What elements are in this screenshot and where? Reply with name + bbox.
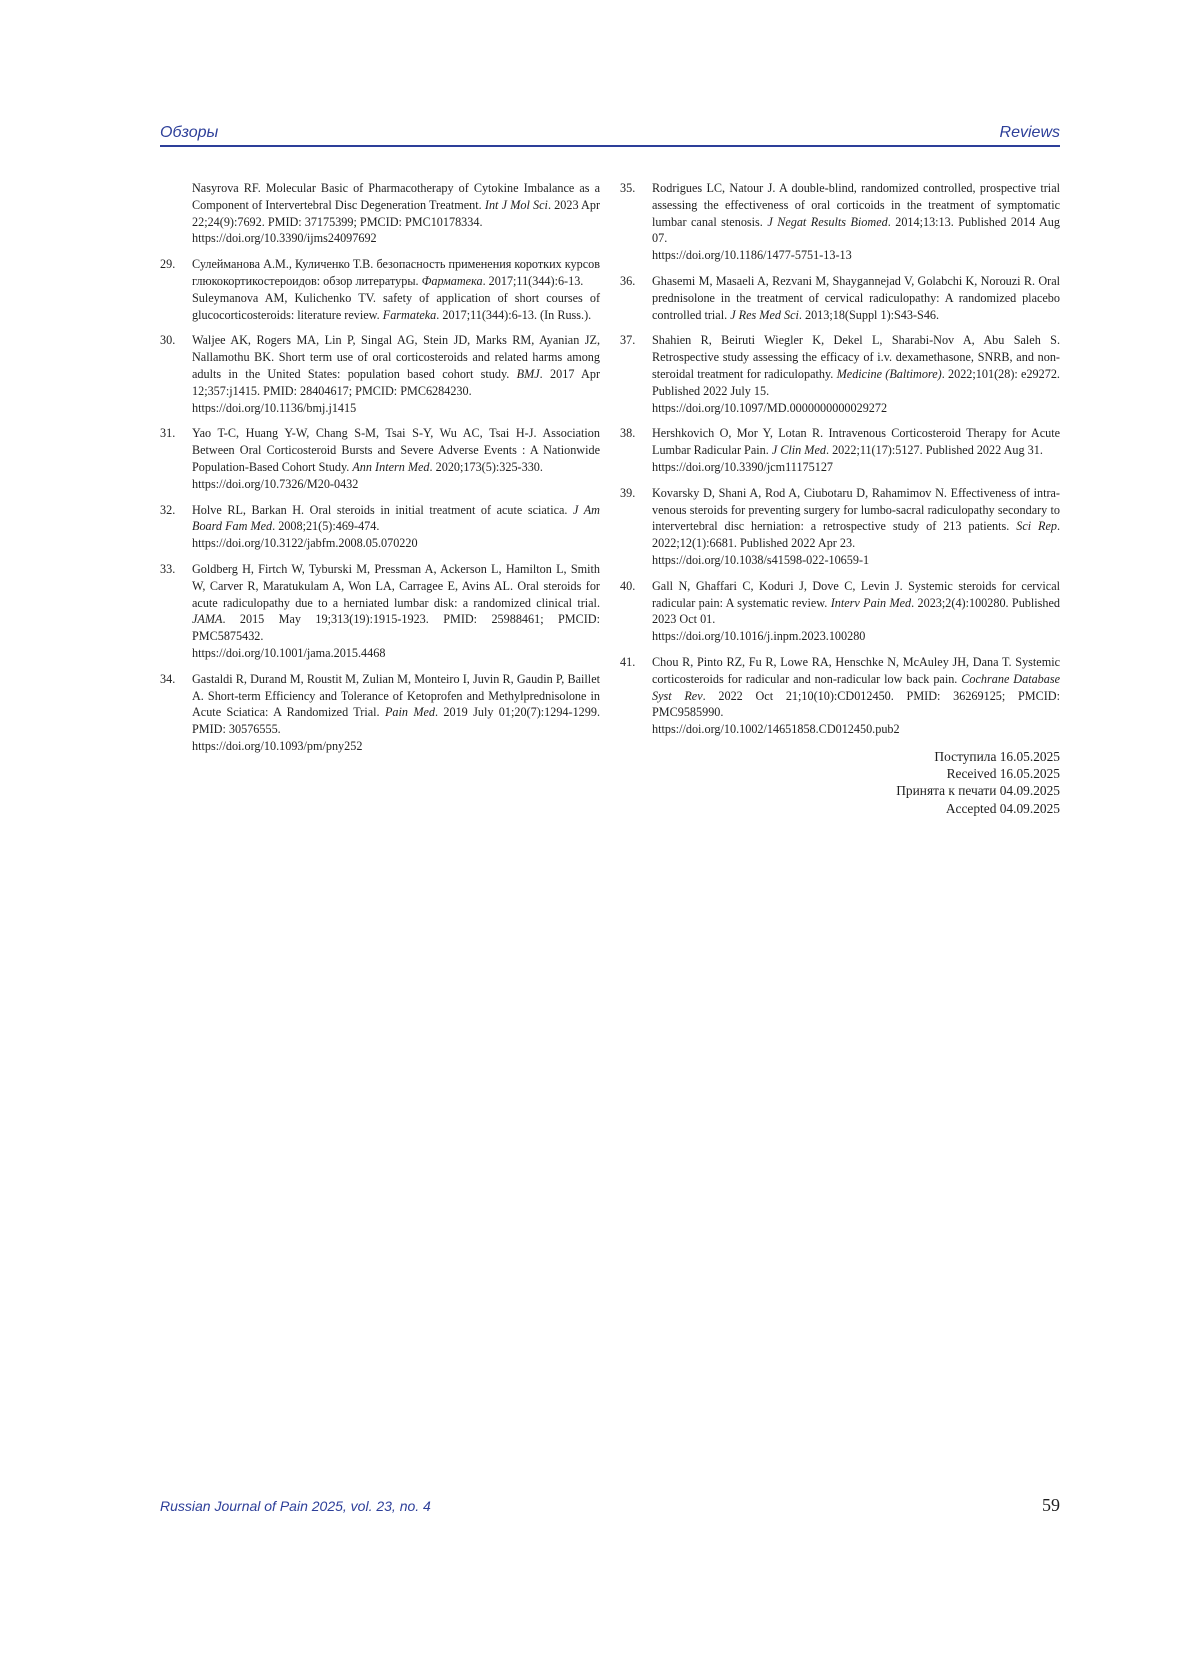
reference-text: Сулейманова А.М., Куличенко Т.В. безопасность применения коротких курсов глюкокортикостероидов: обзор литературы. <box>192 257 600 288</box>
reference-text: Chou R, Pinto RZ, Fu R, Lowe RA, Henschke N, McAuley JH, Dana T. Systemic corticosteroids for radicular and non-radicular low back pain. <box>652 654 1060 686</box>
reference-doi-link[interactable]: https://doi.org/10.1002/14651858.CD012450.pub2 <box>652 722 900 737</box>
reference-text: Suleymanova AM, Kulichenko TV. safety of application of short courses of glucocorticosteroids: literature review. <box>192 290 600 322</box>
reference-body <box>192 180 600 247</box>
reference-text: . 2023 Apr 22;24(9):7692. PMID: 37175399; PMCID: PMC10178334. <box>192 197 601 229</box>
reference-text: Kovarsky D, Shani A, Rod A, Ciubotaru D, Rahamimov N. Effectiveness of intra-venous steroids for preventing surgery for lumbo-sacral radiculopathy secondary to intervertebral disc herniation: a retrospective study of 213 patients. <box>652 485 1060 534</box>
reference-number: 39. <box>620 485 636 500</box>
reference-doi-link[interactable]: https://doi.org/10.1038/s41598-022-10659-1 <box>652 552 870 567</box>
reference-body <box>192 332 600 416</box>
reference-doi-link[interactable]: https://doi.org/10.1136/bmj.j1415 <box>192 400 357 415</box>
page-footer <box>160 1495 1060 1516</box>
reference-text: . 2017;11(344):6-13. (In Russ.). <box>436 307 592 322</box>
reference-text: Rodrigues LC, Natour J. A double-blind, randomized controlled, prospective trial assessing the effectiveness of oral corticoids in the treatment of symptomatic lumbar canal stenosis. <box>652 181 1060 229</box>
reference-text: Goldberg H, Firtch W, Tyburski M, Pressman A, Ackerson L, Hamilton L, Smith W, Carver R, Maratukulam A, Won LA, Carragee E, Avins AL. Oral steroids for acute radiculopathy due to a herniated lumbar disk: a randomized clinical trial. <box>192 561 600 610</box>
reference-item <box>160 332 600 416</box>
reference-number: 37. <box>620 333 636 348</box>
journal-title: J Negat Results Biomed <box>767 214 888 229</box>
reference-text: Gall N, Ghaffari C, Koduri J, Dove C, Levin J. Systemic steroids for cervical radicular pain: A systematic review. <box>652 578 1060 610</box>
reference-item <box>620 180 1060 264</box>
reference-body <box>652 425 1060 475</box>
submission-dates <box>760 748 1060 817</box>
reference-body <box>192 256 600 323</box>
reference-item <box>620 485 1060 569</box>
reference-number: 31. <box>160 426 176 441</box>
reference-number: 41. <box>620 654 636 669</box>
journal-title: Cochrane Database Syst Rev <box>652 671 1061 703</box>
reference-item <box>620 425 1060 475</box>
journal-title: Interv Pain Med <box>830 595 912 610</box>
date-line: Поступила 16.05.2025 <box>934 749 1060 764</box>
reference-body <box>652 485 1060 569</box>
section-title-ru: Обзоры <box>160 124 219 141</box>
reference-number: 32. <box>160 502 176 517</box>
reference-number: 40. <box>620 578 636 593</box>
journal-name: Russian Journal of Pain 2025, vol. 23, no. 4 <box>160 1498 431 1514</box>
reference-number: 29. <box>160 257 176 272</box>
reference-number: 33. <box>160 561 176 576</box>
reference-text: . 2022;101(28): e29272. Published 2022 July 15. <box>652 366 1060 398</box>
journal-title: JAMA <box>192 612 223 627</box>
date-line: Принята к печати 04.09.2025 <box>896 783 1060 799</box>
reference-text: . 2017 Apr 12;357:j1415. PMID: 28404617; PMCID: PMC6284230. <box>192 366 600 398</box>
reference-doi-link[interactable]: https://doi.org/10.3390/ijms24097692 <box>192 231 377 246</box>
reference-doi-link[interactable]: https://doi.org/10.7326/M20-0432 <box>192 476 359 491</box>
reference-item <box>160 671 600 755</box>
reference-text: Shahien R, Beiruti Wiegler K, Dekel L, Sharabi-Nov A, Abu Saleh S. Retrospective study assessing the efficacy of i.v. dexamethasone, SNRB, and non-steroidal treatment for radiculopathy. <box>652 333 1060 381</box>
journal-title: Medicine (Baltimore) <box>836 366 942 381</box>
reference-number: 38. <box>620 426 636 441</box>
reference-text: Hershkovich O, Mor Y, Lotan R. Intravenous Corticosteroid Therapy for Acute Lumbar Radicular Pain. <box>652 426 1060 458</box>
date-line: Received 16.05.2025 <box>946 766 1060 782</box>
reference-text: . 2014;13:13. Published 2014 Aug 07. <box>652 214 1060 246</box>
journal-title: J Res Med Sci <box>730 307 799 322</box>
page-number: 59 <box>1042 1495 1060 1515</box>
reference-body <box>652 578 1060 645</box>
journal-title: Sci Rep <box>1016 519 1057 534</box>
journal-title: J Am Board Fam Med <box>192 502 600 534</box>
reference-body <box>192 502 600 552</box>
reference-number: 30. <box>160 333 176 348</box>
reference-doi-link[interactable]: https://doi.org/10.1186/1477-5751-13-13 <box>652 248 852 263</box>
journal-title: J Clin Med <box>771 443 826 458</box>
references-right-column <box>620 180 1060 747</box>
reference-item <box>160 502 600 552</box>
reference-body <box>652 654 1060 738</box>
reference-doi-link[interactable]: https://doi.org/10.1093/pm/pny252 <box>192 738 363 753</box>
journal-title: Ann Intern Med <box>352 459 430 474</box>
section-title-en: Reviews <box>999 124 1060 141</box>
reference-number: 35. <box>620 181 636 195</box>
reference-text: Holve RL, Barkan H. Oral steroids in initial treatment of acute sciatica. <box>192 502 573 517</box>
reference-text: . 2020;173(5):325-330. <box>429 459 543 474</box>
reference-doi-link[interactable]: https://doi.org/10.3390/jcm11175127 <box>652 459 834 474</box>
reference-item <box>620 332 1060 416</box>
reference-item <box>160 561 600 662</box>
journal-title: Farmateka <box>382 307 437 322</box>
reference-text: Gastaldi R, Durand M, Roustit M, Zulian M, Monteiro I, Juvin R, Gaudin P, Baillet A. Short-term Efficiency and Tolerance of Ketoprofen and Methylprednisolone in Acute Sciatica: A Randomized Trial. <box>192 671 600 720</box>
reference-text: . 2015 May 19;313(19):1915-1923. PMID: 25988461; PMCID: PMC5875432. <box>192 612 600 644</box>
reference-text: . 2023;2(4):100280. Published 2023 Oct 01. <box>652 595 1060 627</box>
reference-body <box>652 180 1060 264</box>
journal-title: Pain Med <box>384 705 435 720</box>
reference-text: Yao T-C, Huang Y-W, Chang S-M, Tsai S-Y, Wu AC, Tsai H-J. Association Between Oral Corticosteroid Bursts and Severe Adverse Events : A Nationwide Population-Based Cohort Study. <box>192 426 600 474</box>
reference-item <box>620 654 1060 738</box>
reference-text: . 2022 Oct 21;10(10):CD012450. PMID: 36269125; PMCID: PMC9585990. <box>652 688 1060 720</box>
journal-title: BMJ <box>516 366 540 381</box>
reference-item <box>620 273 1060 323</box>
journal-title: Фарматека <box>421 273 483 288</box>
journal-title: Int J Mol Sci <box>484 197 548 212</box>
reference-doi-link[interactable]: https://doi.org/10.1097/MD.0000000000029272 <box>652 400 888 415</box>
reference-text: . 2013;18(Suppl 1):S43-S46. <box>798 307 940 322</box>
date-line: Accepted 04.09.2025 <box>945 800 1060 816</box>
running-header <box>160 112 1060 147</box>
references-left-column <box>160 180 600 764</box>
reference-number: 36. <box>620 273 636 288</box>
reference-text: . 2017;11(344):6-13. <box>482 273 584 288</box>
reference-item <box>160 256 600 323</box>
reference-text: . 2022;11(17):5127. Published 2022 Aug 31. <box>825 443 1043 458</box>
reference-number <box>160 180 192 247</box>
reference-body <box>192 425 600 492</box>
reference-doi-link[interactable]: https://doi.org/10.1016/j.inpm.2023.100280 <box>652 629 866 644</box>
reference-body <box>192 561 600 662</box>
reference-item <box>160 180 600 247</box>
reference-body <box>652 332 1060 416</box>
reference-item <box>620 578 1060 645</box>
reference-number: 34. <box>160 671 176 686</box>
reference-body <box>192 671 600 755</box>
reference-text: Ghasemi M, Masaeli A, Rezvani M, Shaygannejad V, Golabchi K, Norouzi R. Oral prednisolone in the treatment of cervical radiculopathy: A randomized placebo controlled trial. <box>652 273 1060 322</box>
reference-doi-link[interactable]: https://doi.org/10.3122/jabfm.2008.05.070220 <box>192 536 418 551</box>
reference-item <box>160 425 600 492</box>
reference-text: . 2019 July 01;20(7):1294-1299. PMID: 30576555. <box>192 705 600 737</box>
reference-body <box>652 273 1060 323</box>
reference-doi-link[interactable]: https://doi.org/10.1001/jama.2015.4468 <box>192 645 386 660</box>
reference-text: . 2022;12(1):6681. Published 2022 Apr 23. <box>652 519 1060 551</box>
reference-text: Nasyrova RF. Molecular Basic of Pharmacotherapy of Cytokine Imbalance as a Component of Intervertebral Disc Degeneration Treatment. <box>192 181 600 212</box>
reference-text: . 2008;21(5):469-474. <box>272 519 380 534</box>
reference-text: Waljee AK, Rogers MA, Lin P, Singal AG, Stein JD, Marks RM, Ayanian JZ, Nallamothu BK. Short term use of oral corticosteroids and related harms among adults in the United States: population based cohort study. <box>192 333 600 381</box>
